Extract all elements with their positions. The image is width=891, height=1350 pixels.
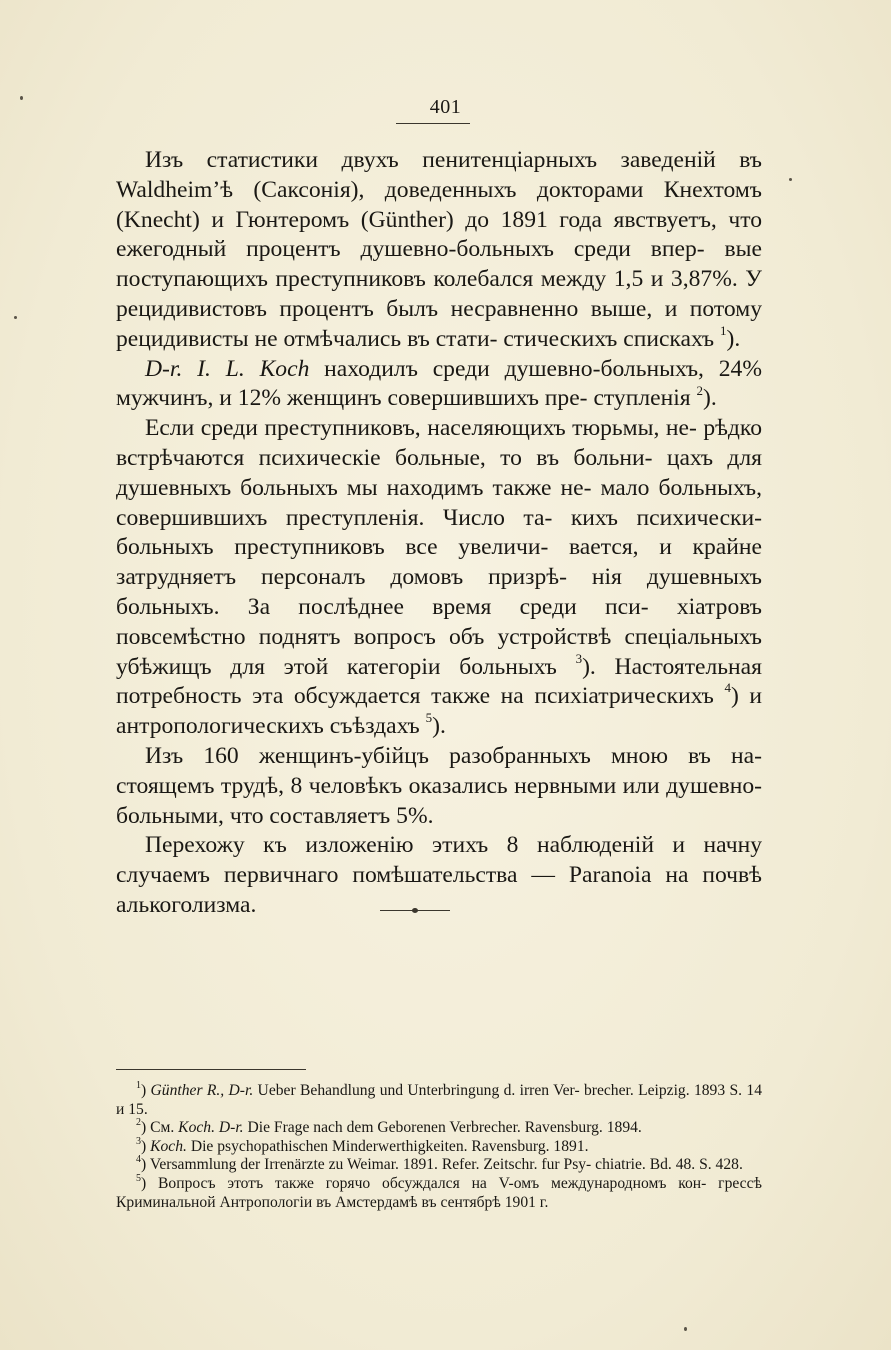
paragraph-4 [116, 742, 762, 831]
main-text [116, 146, 762, 921]
scan-speck [684, 1327, 687, 1331]
footnote-1: $^1$) Günther R., D-r. Ueber Behandlung und Unterbringung d. irren Ver- brecher. Leipzig. 1893 S. 14 и 15. [116, 1079, 762, 1118]
footnote-ref-1: 1 [720, 322, 727, 338]
footnote-3-author: Koch. [150, 1137, 187, 1155]
paragraph-3-end: ). [432, 713, 446, 740]
paragraph-3-text-2: ). Настоятельная потребность эта обсуждается также на психiатрическихъ [116, 653, 762, 710]
footnote-1-author: Günther R., D-r. [150, 1082, 254, 1099]
footnote-2-prefix: См. [150, 1119, 179, 1137]
footnote-mark-5: 5 [136, 1172, 141, 1184]
paragraph-4-text: Изъ 160 женщинъ-убiйцъ разобранныхъ мною въ на- стоящемъ трудѣ, 8 человѣкъ оказались нервными или душевно-больными, что составляетъ 5%. [116, 742, 762, 829]
footnote-mark-2: 2 [136, 1117, 141, 1128]
footnotes [116, 1079, 762, 1212]
paragraph-1-text: Изъ статистики двухъ пенитенцiарныхъ заведенiй въ Waldheim’ѣ (Саксонiя), доведенныхъ докторами Кнехтомъ (Knecht) и Гюнтеромъ (Günther) до 1891 года явствуетъ, что ежегодный процентъ душевно-больныхъ среди впер- вые поступающихъ преступниковъ колебался между 1,5 и 3,87%. У рецидивистовъ процентъ былъ несравненно выше, и потому рецидивисты не отмѣчались въ стати- стическихъ спискахъ [116, 147, 762, 352]
section-end-ornament [412, 908, 418, 913]
footnote-2-author: Koch. D-r. [178, 1119, 244, 1137]
footnote-5-text: Вопросъ этотъ также горячо обсуждался на V-омъ международномъ кон- грессѣ Криминальной Антропологiи въ Амстердамѣ въ сентябрѣ 1901 г. [116, 1174, 762, 1211]
footnote-2: $^2$) См. Koch. D-r. Die Frage nach dem Geborenen Verbrecher. Ravensburg. 1894. [136, 1117, 642, 1137]
scan-speck [14, 316, 17, 319]
author-name: D-r. I. L. Koch [145, 355, 310, 382]
paragraph-1 [116, 146, 762, 355]
footnote-mark-1: 1 [136, 1079, 141, 1091]
paragraph-5 [116, 831, 762, 920]
page-number-rule [396, 123, 470, 124]
paragraph-1-end: ). [726, 325, 741, 352]
footnote-rule [116, 1069, 306, 1070]
scan-speck [789, 178, 792, 181]
footnote-mark-4: 4 [136, 1154, 141, 1166]
footnote-1-text: Ueber Behandlung und Unterbringung d. irren Ver- brecher. Leipzig. 1893 S. 14 и 15. [116, 1082, 762, 1118]
scan-speck [20, 96, 23, 100]
footnote-ref-2: 2 [696, 382, 704, 398]
paragraph-3 [116, 414, 762, 742]
paragraph-2-text: находилъ среди душевно-больныхъ, 24% мужчинъ, и 12% женщинъ совершившихъ пре- ступленiя [116, 355, 762, 412]
paragraph-3-text: Если среди преступниковъ, населяющихъ тюрьмы, не- рѣдко встрѣчаются психическiе больные, то въ больни- цахъ для душевныхъ больныхъ мы находимъ также не- мало больныхъ, совершившихъ преступленiя. Число та- кихъ психически-больныхъ преступниковъ все увеличи- вается, и крайне затрудняетъ персоналъ домовъ призрѣ- нiя душевныхъ больныхъ. За послѣднее время среди пси- хiатровъ повсемѣстно поднятъ вопросъ объ устройствѣ спецiальныхъ убѣжищъ для этой категорiи больныхъ [116, 415, 762, 680]
footnote-3: $^3$) Koch. Die psychopathischen Minderwerthigkeiten. Ravensburg. 1891. [136, 1135, 589, 1155]
paragraph-2-end: ). [703, 385, 717, 412]
footnote-ref-5: 5 [425, 710, 433, 726]
footnote-ref-4: 4 [724, 680, 731, 696]
paragraph-2 [116, 355, 762, 415]
footnote-3-text: Die psychopathischen Minderwerthigkeiten. Ravensburg. 1891. [186, 1137, 589, 1155]
paragraph-5-text: Перехожу къ изложенiю этихъ 8 наблюденiй и начну случаемъ первичнаго помѣшательства — Paranoia на почвѣ алькоголизма. [116, 832, 762, 918]
footnote-4-text: Versammlung der Irrenärzte zu Weimar. 1891. Refer. Zeitschr. fur Psy- chiatrie. Bd. 48. S. 428. [149, 1156, 743, 1174]
page-number: 401 [429, 96, 462, 118]
footnote-mark-3: 3 [136, 1135, 141, 1147]
footnote-2-text: Die Frage nach dem Geborenen Verbrecher. Ravensburg. 1894. [243, 1119, 642, 1137]
footnote-ref-3: 3 [575, 650, 583, 666]
paragraph-3-text-3: ) и антропологическихъ съѣздахъ [116, 683, 762, 740]
footnote-4: $^4$) Versammlung der Irrenärzte zu Weimar. 1891. Refer. Zeitschr. fur Psy- chiatrie. Bd. 48. S. 428. [136, 1154, 743, 1174]
footnote-5: $^5$) Вопросъ этотъ также горячо обсуждался на V-омъ международномъ кон- грессѣ Криминальной Антропологiи въ Амстердамѣ въ сентябрѣ 1901 г. [116, 1172, 762, 1211]
